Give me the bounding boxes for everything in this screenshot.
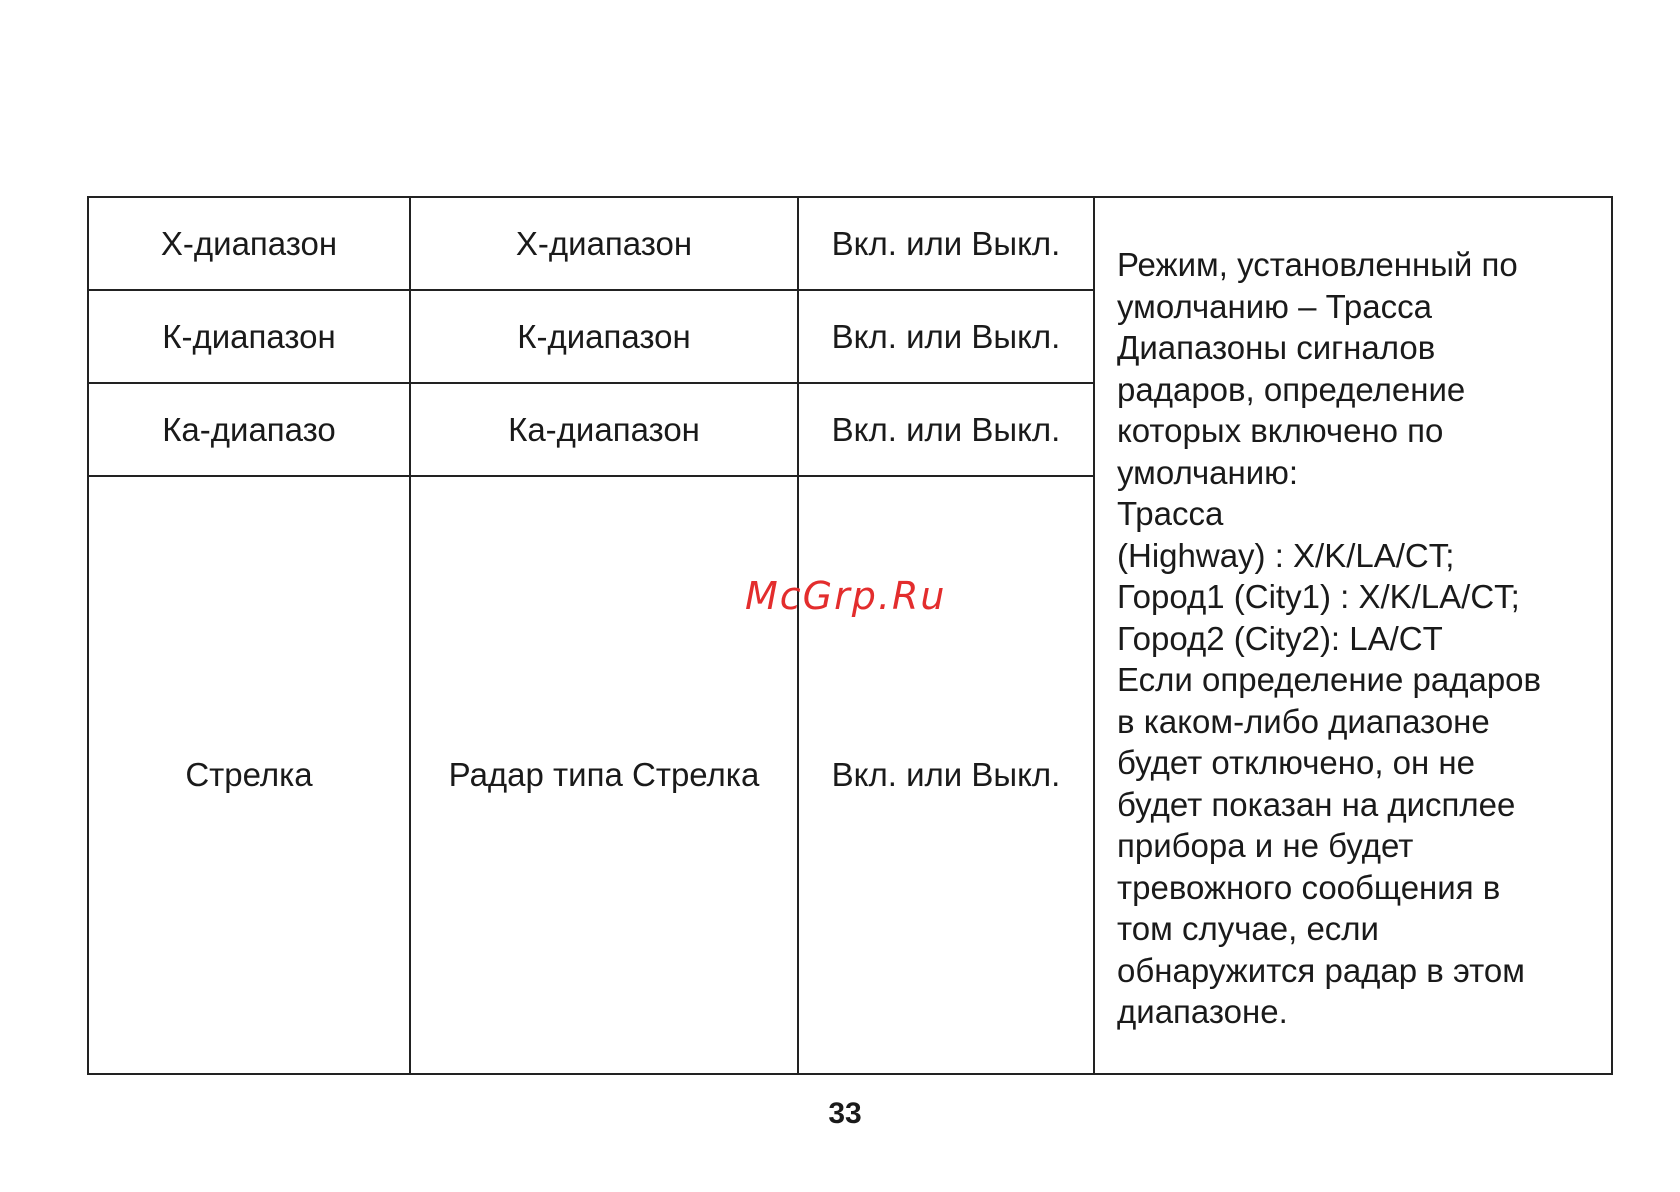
- band-description-cell: Радар типа Стрелка: [410, 476, 798, 1074]
- band-name-cell: К-диапазон: [88, 290, 410, 383]
- notes-line: диапазоне.: [1117, 993, 1288, 1030]
- notes-line: тревожного сообщения в: [1117, 868, 1501, 906]
- notes-line: умолчанию – Трасса: [1117, 287, 1432, 325]
- settings-table: [87, 196, 1613, 1075]
- notes-line: прибора и не будет: [1117, 827, 1414, 864]
- notes-line: которых включено по: [1117, 412, 1444, 449]
- band-name-cell: X-диапазон: [88, 197, 410, 290]
- band-setting-cell: Вкл. или Выкл.: [798, 290, 1094, 383]
- notes-line: Город1 (City1) : X/K/LA/CT;: [1117, 578, 1520, 615]
- band-description-cell: К-диапазон: [410, 290, 798, 383]
- notes-line: Город2 (City2): LA/CT: [1117, 619, 1443, 657]
- band-description-cell: X-диапазон: [410, 197, 798, 290]
- table-row: [88, 197, 1612, 290]
- notes-line: (Highway) : X/K/LA/CT;: [1117, 536, 1455, 574]
- notes-cell: [1094, 197, 1612, 1074]
- notes-line: том случае, если: [1117, 910, 1379, 947]
- notes-line: радаров, определение: [1117, 370, 1466, 408]
- page-number: 33: [828, 1097, 862, 1130]
- band-name-cell: Ка-диапазо: [88, 383, 410, 476]
- watermark-text: McGrp.Ru: [745, 574, 947, 618]
- band-setting-cell: Вкл. или Выкл.: [798, 476, 1094, 1074]
- notes-line: умолчанию:: [1117, 453, 1299, 491]
- band-setting-cell: Вкл. или Выкл.: [798, 383, 1094, 476]
- notes-line: обнаружится радар в этом: [1117, 951, 1525, 989]
- notes-line: Если определение радаров: [1117, 661, 1542, 698]
- notes-line: будет отключено, он не: [1117, 744, 1475, 781]
- notes-line: Режим, установленный по: [1117, 246, 1518, 283]
- band-description-cell: Ка-диапазон: [410, 383, 798, 476]
- notes-line: Диапазоны сигналов: [1117, 329, 1436, 366]
- notes-line: будет показан на дисплее: [1117, 785, 1516, 823]
- band-name-cell: Стрелка: [88, 476, 410, 1074]
- notes-line: в каком-либо диапазоне: [1117, 702, 1490, 740]
- notes-line: Трасса: [1117, 495, 1224, 532]
- band-setting-cell: Вкл. или Выкл.: [798, 197, 1094, 290]
